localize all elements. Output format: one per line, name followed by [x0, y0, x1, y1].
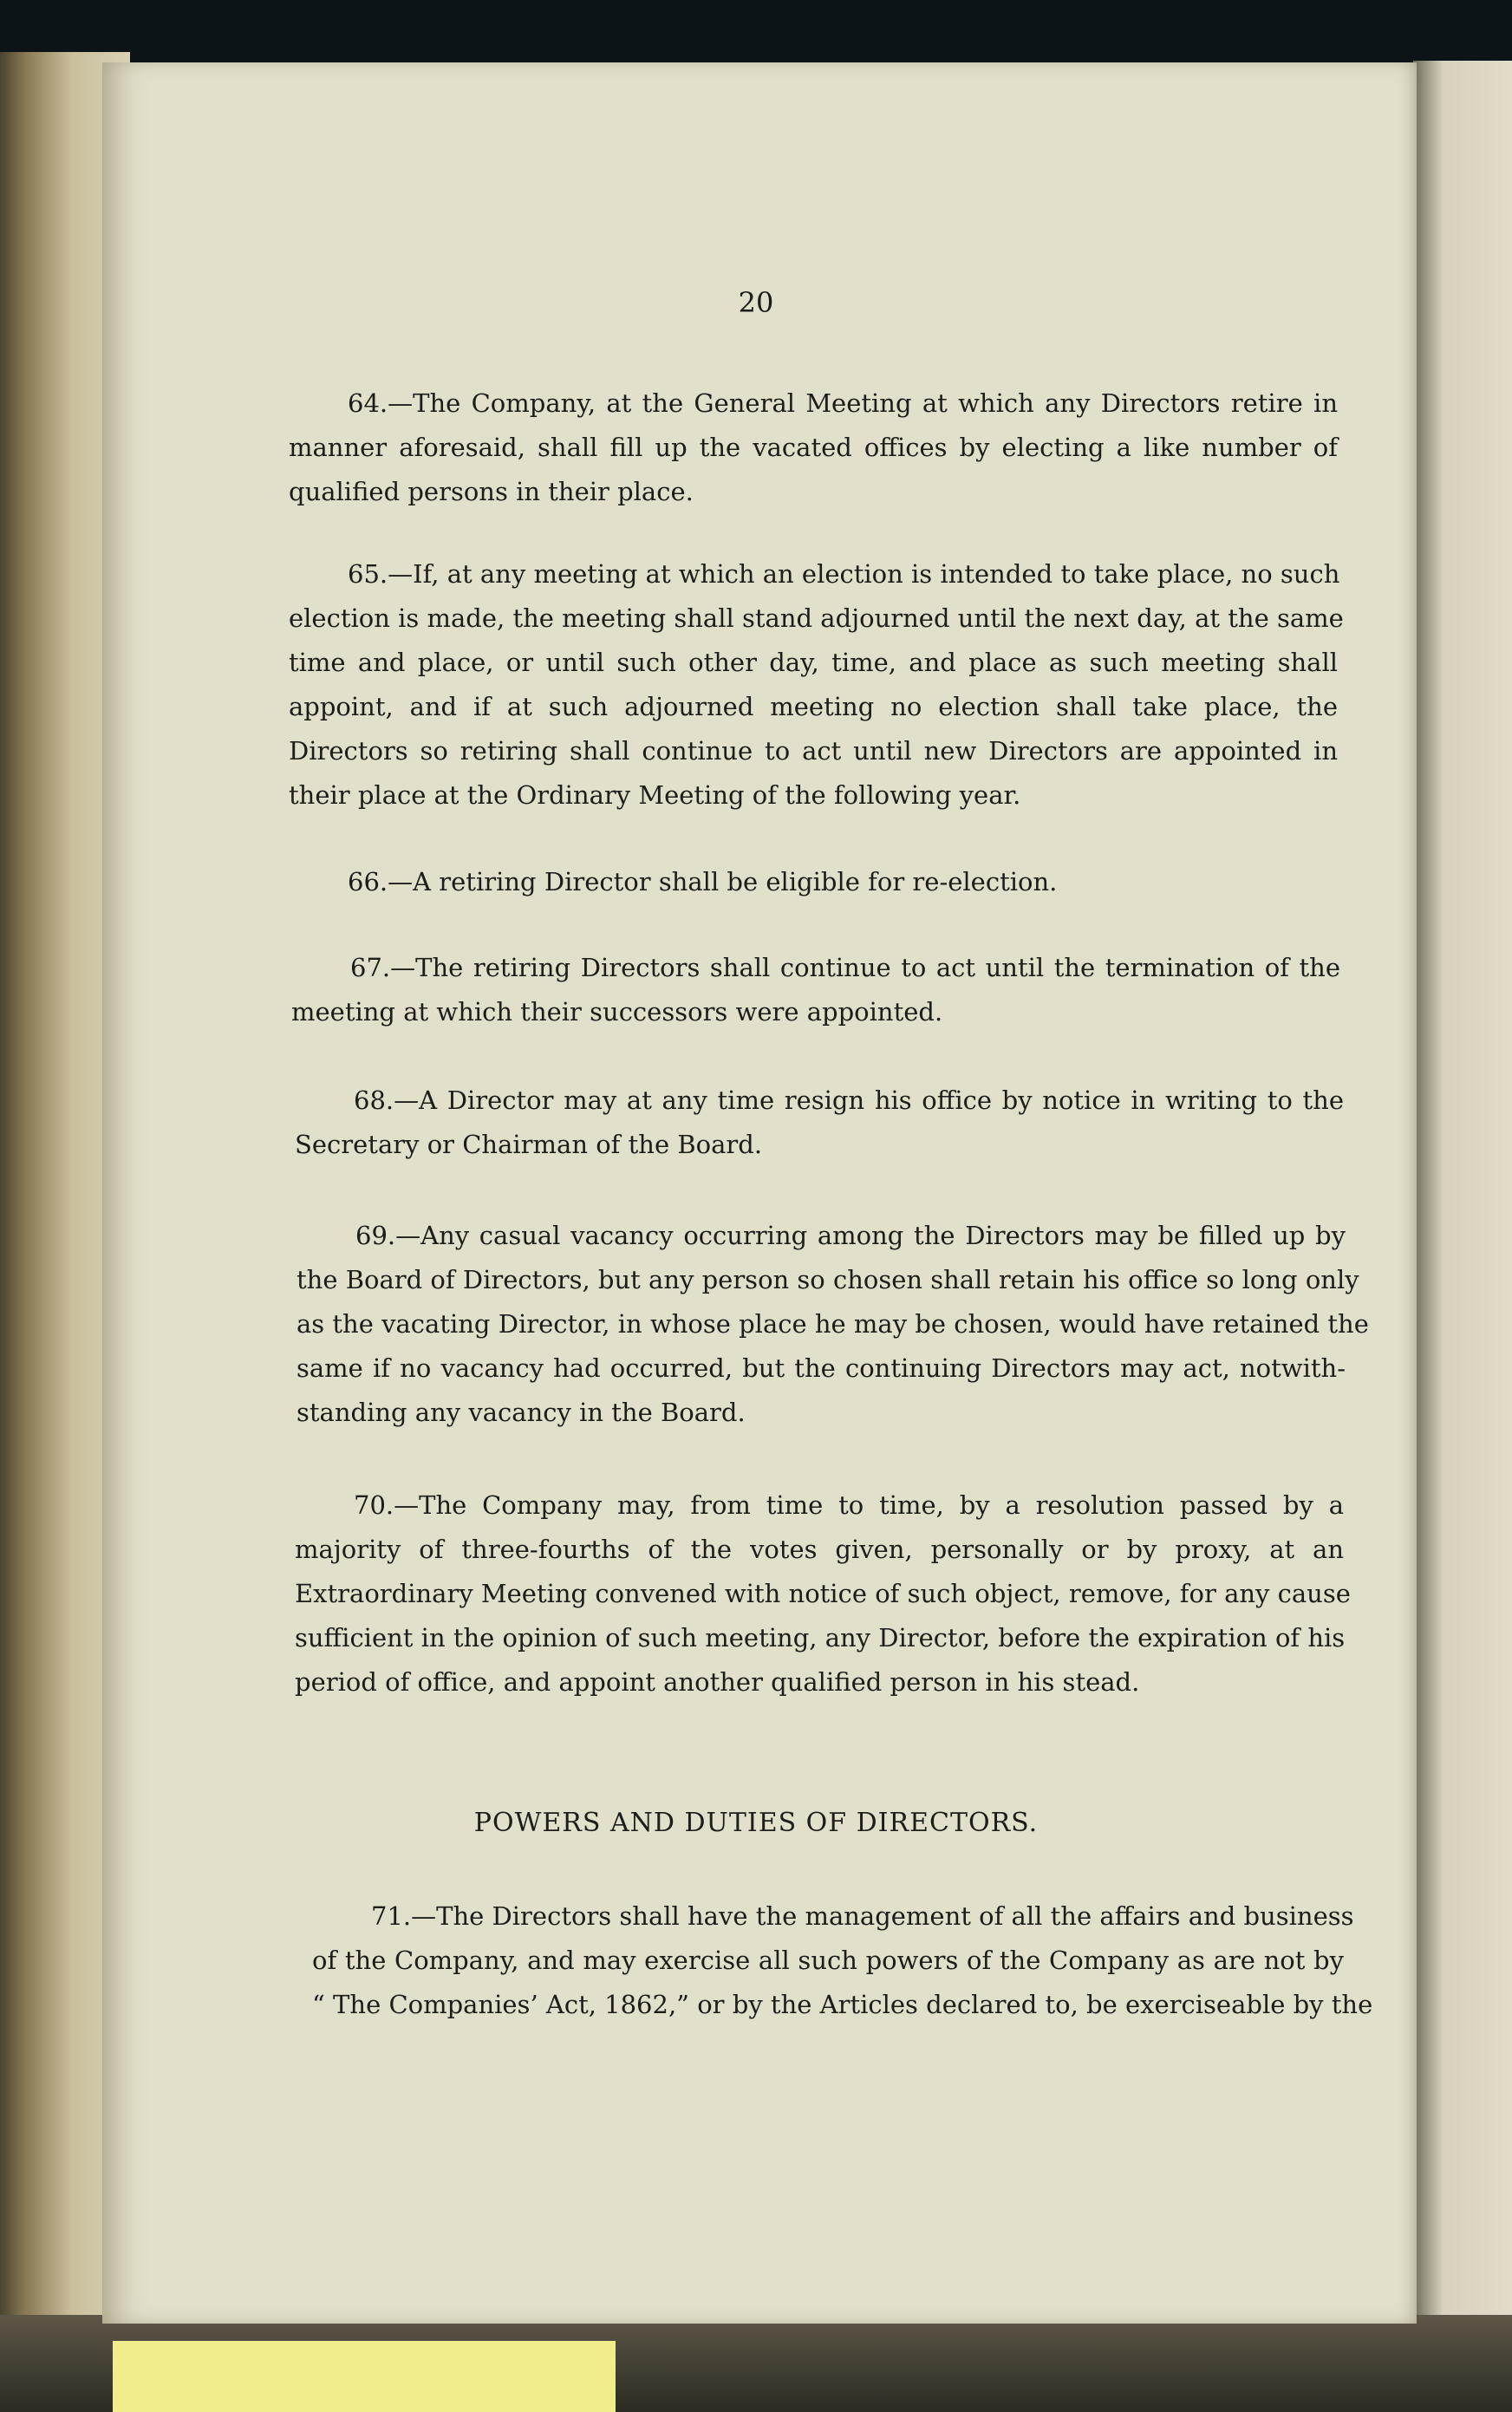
article-68	[295, 1079, 1344, 1167]
text-line: sufficient in the opinion of such meeting, any Director, before the expiration of his	[295, 1623, 1346, 1653]
text-line: Extraordinary Meeting convened with notice of such object, remove, for any cause	[295, 1579, 1351, 1608]
text-line: appoint, and if at such adjourned meeting no election shall take place, the	[289, 692, 1338, 721]
text-line: manner aforesaid, shall fill up the vacated offices by electing a like number of	[289, 433, 1338, 462]
text-line: Directors so retiring shall continue to act until new Directors are appointed in	[289, 736, 1338, 766]
section-heading: POWERS AND DUTIES OF DIRECTORS.	[473, 1808, 1039, 1838]
text-line: 64.—The Company, at the General Meeting at which any Directors retire in	[348, 388, 1338, 418]
text-line: “ The Companies’ Act, 1862,” or by the Articles declared to, be exerciseable by the	[312, 1990, 1373, 2019]
book-right-page-edge	[1413, 61, 1512, 2332]
text-line: the Board of Directors, but any person so chosen shall retain his office so long only	[297, 1265, 1359, 1294]
text-line: same if no vacancy had occurred, but the continuing Directors may act, notwith-	[297, 1353, 1346, 1383]
text-line: period of office, and appoint another qualified person in his stead.	[295, 1667, 1140, 1697]
text-line: 69.—Any casual vacancy occurring among the Directors may be filled up by	[355, 1221, 1346, 1250]
text-line: standing any vacancy in the Board.	[297, 1398, 746, 1427]
text-line: meeting at which their successors were appointed.	[291, 997, 943, 1027]
text-line: their place at the Ordinary Meeting of the following year.	[289, 780, 1021, 810]
text-line: 70.—The Company may, from time to time, by a resolution passed by a	[354, 1490, 1344, 1520]
text-line: as the vacating Director, in whose place he may be chosen, would have retained the	[297, 1309, 1369, 1339]
article-69	[297, 1214, 1369, 1435]
text-line: election is made, the meeting shall stand adjourned until the next day, at the same	[289, 603, 1344, 633]
text-line: 68.—A Director may at any time resign his office by notice in writing to the	[354, 1085, 1344, 1115]
article-65	[289, 552, 1344, 818]
article-67	[291, 946, 1340, 1034]
text-line: majority of three-fourths of the votes given, personally or by proxy, at an	[295, 1535, 1344, 1564]
text-line: of the Company, and may exercise all such powers of the Company as are not by	[312, 1946, 1344, 1975]
article-71	[312, 1894, 1373, 2027]
text-line: qualified persons in their place.	[289, 477, 694, 506]
text-line: time and place, or until such other day, time, and place as such meeting shall	[289, 648, 1338, 677]
article-70	[295, 1483, 1351, 1705]
text-line: 65.—If, at any meeting at which an election is intended to take place, no such	[348, 559, 1340, 589]
text-line: 66.—A retiring Director shall be eligible for re-election.	[348, 867, 1058, 896]
text-line: 71.—The Directors shall have the management of all the affairs and business	[371, 1901, 1354, 1931]
text-line: 67.—The retiring Directors shall continue to act until the termination of the	[350, 953, 1340, 982]
page-number: 20	[738, 286, 774, 319]
sticky-note	[113, 2341, 616, 2412]
text-line: Secretary or Chairman of the Board.	[295, 1130, 763, 1159]
article-66	[289, 860, 1338, 904]
article-64	[289, 381, 1338, 514]
